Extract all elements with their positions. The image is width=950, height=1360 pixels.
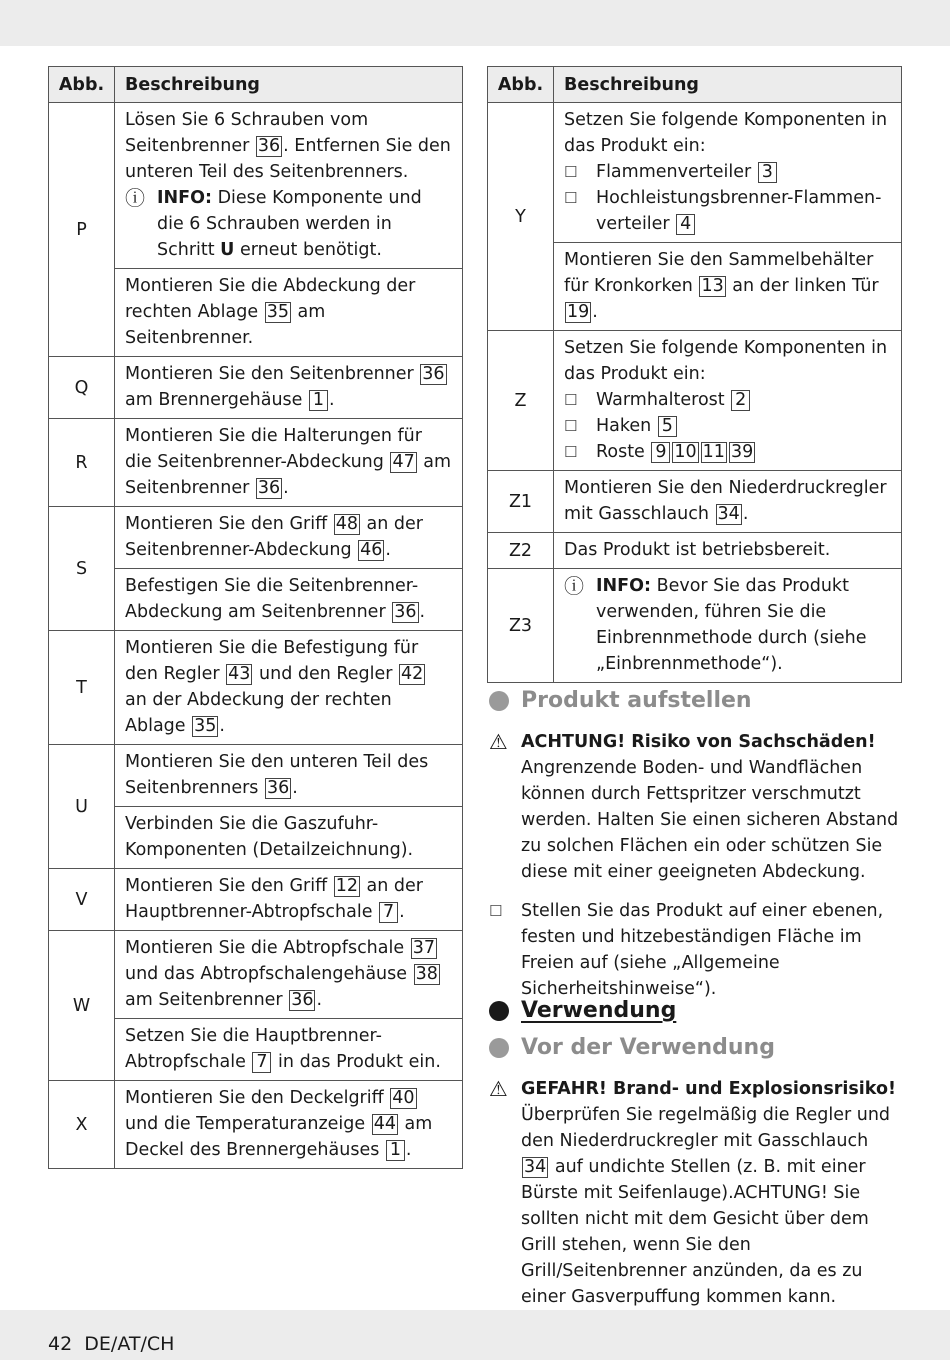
row-desc: Montieren Sie die Halterungen für die Seitenbrenner-Abdeckung 47 am Seitenbrenner 36 .: [115, 419, 463, 507]
part-number: 10: [674, 442, 697, 462]
row-label: Y: [488, 103, 554, 331]
row-desc: Montieren Sie den Griff 12 an der Hauptbrenner-Abtropfschale 7 .: [115, 869, 463, 931]
bullet-dot-icon: [489, 691, 509, 711]
checkbox-icon: ☐: [489, 902, 503, 920]
warning-text: Überprüfen Sie regelmäßig die Regler und den Niederdruckregler mit Gasschlauch 34 auf undichte Stellen (z. B. mit einer Bürste mit Seifenlauge).ACHTUNG! Sie sollten nicht mit dem Gesicht über dem Grill stehen, wenn Sie den Grill/Seitenbrenner anzünden, da es zu einer Gasverpuffung kommen kann.: [521, 1105, 891, 1307]
region-label: DE/AT/CH: [84, 1333, 175, 1355]
page-footer: [48, 1331, 174, 1357]
row-desc: Befestigen Sie die Seitenbrenner-Abdeckung am Seitenbrenner 36 .: [115, 569, 463, 631]
info-note: ⓘ INFO: Diese Komponente und die 6 Schrauben werden in Schritt U erneut benötigt.: [125, 185, 452, 263]
row-label: V: [49, 869, 115, 931]
part-number: 36: [266, 778, 290, 798]
part-number: 36: [257, 136, 281, 156]
row-label: Z: [488, 331, 554, 471]
checkbox-icon: ☐: [564, 391, 578, 409]
warning-triangle-icon: ⚠: [489, 730, 508, 754]
part-number: 3: [758, 162, 777, 183]
heading-produkt-aufstellen: Produkt aufstellen: [489, 686, 901, 716]
heading-vor-der-verwendung: Vor der Verwendung: [489, 1033, 901, 1063]
list-item: ☐ Roste 9 10 11 39: [564, 439, 891, 465]
part-number: 9: [651, 442, 670, 463]
table-row: [49, 419, 463, 507]
row-desc: Montieren Sie den Seitenbrenner 36 am Brennergehäuse 1 .: [115, 357, 463, 419]
part-number: 36: [291, 990, 314, 1010]
row-label: S: [49, 507, 115, 631]
table-row: [49, 507, 463, 569]
list-item: ☐ Flammenverteiler 3: [564, 159, 891, 185]
warning-title: GEFAHR! Brand- und Explosionsrisiko!: [521, 1079, 896, 1099]
warning-text: Angrenzende Boden- und Wandflächen können durch Fettspritzer verschmutzt werden. Halten Sie einen sicheren Abstand zu solchen Flächen ein oder schützen Sie diese mit einer geeigneten Abdeckung.: [521, 758, 899, 882]
warning-triangle-icon: ⚠: [489, 1077, 508, 1101]
col-header-abb: Abb.: [488, 67, 554, 103]
part-number: 4: [676, 214, 695, 235]
part-number: 38: [415, 964, 438, 984]
row-label: U: [49, 745, 115, 869]
part-number: 2: [731, 390, 750, 411]
part-number: 13: [701, 276, 724, 296]
step-item: [489, 898, 901, 1002]
part-number: 40: [392, 1088, 415, 1108]
page-number: 42: [48, 1333, 73, 1355]
checkbox-icon: ☐: [564, 417, 578, 435]
col-header-desc: Beschreibung: [115, 67, 463, 103]
row-desc: Das Produkt ist betriebsbereit.: [554, 533, 902, 569]
part-number: 42: [401, 664, 424, 684]
checkbox-icon: ☐: [564, 189, 578, 207]
step-text: Stellen Sie das Produkt auf einer ebenen, festen und hitzebeständigen Fläche im Freien auf (siehe „Allgemeine Sicherheitshinweise“).: [521, 901, 884, 999]
table-row: [488, 331, 902, 471]
part-number: 7: [252, 1052, 271, 1073]
table-row: [49, 631, 463, 745]
section-produkt-aufstellen: [489, 686, 901, 716]
row-label: R: [49, 419, 115, 507]
row-desc: Montieren Sie den Deckelgriff 40 und die Temperaturanzeige 44 am Deckel des Brennergehäuses 1 .: [115, 1081, 463, 1169]
part-number: 44: [373, 1114, 396, 1134]
table-row: [49, 357, 463, 419]
row-desc: Setzen Sie die Hauptbrenner-Abtropfschale 7 in das Produkt ein.: [115, 1019, 463, 1081]
table-header-row: [49, 67, 463, 103]
table-row: [488, 103, 902, 243]
part-number: 48: [335, 514, 358, 534]
part-number: 39: [730, 442, 754, 462]
part-number: 7: [379, 902, 398, 923]
top-bar: [0, 0, 950, 46]
row-label: Z3: [488, 569, 554, 683]
assembly-table-right: [487, 66, 902, 683]
part-number: 34: [717, 504, 740, 524]
checkbox-icon: ☐: [564, 443, 578, 461]
info-note: ⓘ INFO: Bevor Sie das Produkt verwenden, führen Sie die Einbrennmethode durch (siehe „Einbrennmethode“).: [564, 573, 891, 677]
row-label: P: [49, 103, 115, 357]
col-header-abb: Abb.: [49, 67, 115, 103]
checkbox-icon: ☐: [564, 163, 578, 181]
row-desc: Verbinden Sie die Gaszufuhr-Komponenten (Detailzeichnung).: [115, 807, 463, 869]
table-row: [49, 931, 463, 1019]
row-label: Q: [49, 357, 115, 419]
row-desc: Montieren Sie den Griff 48 an der Seitenbrenner-Abdeckung 46 .: [115, 507, 463, 569]
part-number: 43: [228, 664, 251, 684]
table-row: [49, 103, 463, 269]
list-item: ☐ Hochleistungsbrenner-Flammen-verteiler 4: [564, 185, 891, 237]
info-icon: ⓘ: [564, 574, 584, 598]
part-number: 34: [524, 1157, 547, 1177]
part-number: 11: [702, 442, 725, 462]
row-desc: [554, 569, 902, 683]
warning-brand-explosion: [489, 1076, 901, 1310]
part-number: 19: [567, 302, 590, 322]
table-row: [49, 869, 463, 931]
part-number: 36: [394, 602, 417, 622]
part-number: 36: [257, 478, 281, 498]
table-row: [49, 1081, 463, 1169]
row-label: T: [49, 631, 115, 745]
part-number: 47: [392, 452, 415, 472]
row-desc: Montieren Sie den Sammelbehälter für Kronkorken 13 an der linken Tür 19 .: [554, 243, 902, 331]
row-desc: Montieren Sie den Niederdruckregler mit Gasschlauch 34 .: [554, 471, 902, 533]
part-number: 36: [422, 364, 445, 384]
list-item: ☐ Warmhalterost 2: [564, 387, 891, 413]
row-desc: Lösen Sie 6 Schrauben vom Seitenbrenner 36 . Entfernen Sie den unteren Teil des Seitenbrenners. ⓘ INFO: Diese Komponente und die 6 Schrauben werden in Schritt U erneut benötigt.: [115, 103, 463, 269]
table-row: [488, 471, 902, 533]
part-number: 37: [412, 938, 435, 958]
col-header-desc: Beschreibung: [554, 67, 902, 103]
row-desc: Montieren Sie den unteren Teil des Seitenbrenners 36 .: [115, 745, 463, 807]
warning-title: ACHTUNG! Risiko von Sachschäden!: [521, 732, 876, 752]
row-desc: Setzen Sie folgende Komponenten in das Produkt ein: ☐ Warmhalterost 2 ☐ Haken 5 ☐ Roste 9 10 11 39: [554, 331, 902, 471]
table-row: [488, 569, 902, 683]
row-desc: Montieren Sie die Abtropfschale 37 und das Abtropfschalengehäuse 38 am Seitenbrenner 36 .: [115, 931, 463, 1019]
list-item: ☐ Haken 5: [564, 413, 891, 439]
assembly-table-left: [48, 66, 463, 1169]
row-label: Z1: [488, 471, 554, 533]
part-number: 5: [658, 416, 677, 437]
warning-sachschaeden: [489, 729, 901, 885]
row-label: X: [49, 1081, 115, 1169]
table-row: [49, 745, 463, 807]
part-number: 1: [386, 1140, 405, 1161]
bullet-dot-icon: [489, 1038, 509, 1058]
part-number: 12: [335, 876, 358, 896]
row-desc: Montieren Sie die Abdeckung der rechten Ablage 35 am Seitenbrenner.: [115, 269, 463, 357]
part-number: 35: [194, 716, 217, 736]
part-number: 1: [309, 390, 328, 411]
row-desc: Montieren Sie die Befestigung für den Regler 43 und den Regler 42 an der Abdeckung der rechten Ablage 35 .: [115, 631, 463, 745]
section-vor-der-verwendung: [489, 1033, 901, 1063]
row-label: W: [49, 931, 115, 1081]
part-number: 46: [360, 540, 383, 560]
row-desc: Setzen Sie folgende Komponenten in das Produkt ein: ☐ Flammenverteiler 3 ☐ Hochleistungsbrenner-Flammen-verteiler 4: [554, 103, 902, 243]
table-row: [488, 533, 902, 569]
row-label: Z2: [488, 533, 554, 569]
info-icon: ⓘ: [125, 186, 145, 210]
part-number: 35: [266, 302, 289, 322]
table-header-row: [488, 67, 902, 103]
section-verwendung: [489, 996, 901, 1026]
heading-verwendung: Verwendung: [489, 996, 901, 1026]
bullet-dot-icon: [489, 1001, 509, 1021]
